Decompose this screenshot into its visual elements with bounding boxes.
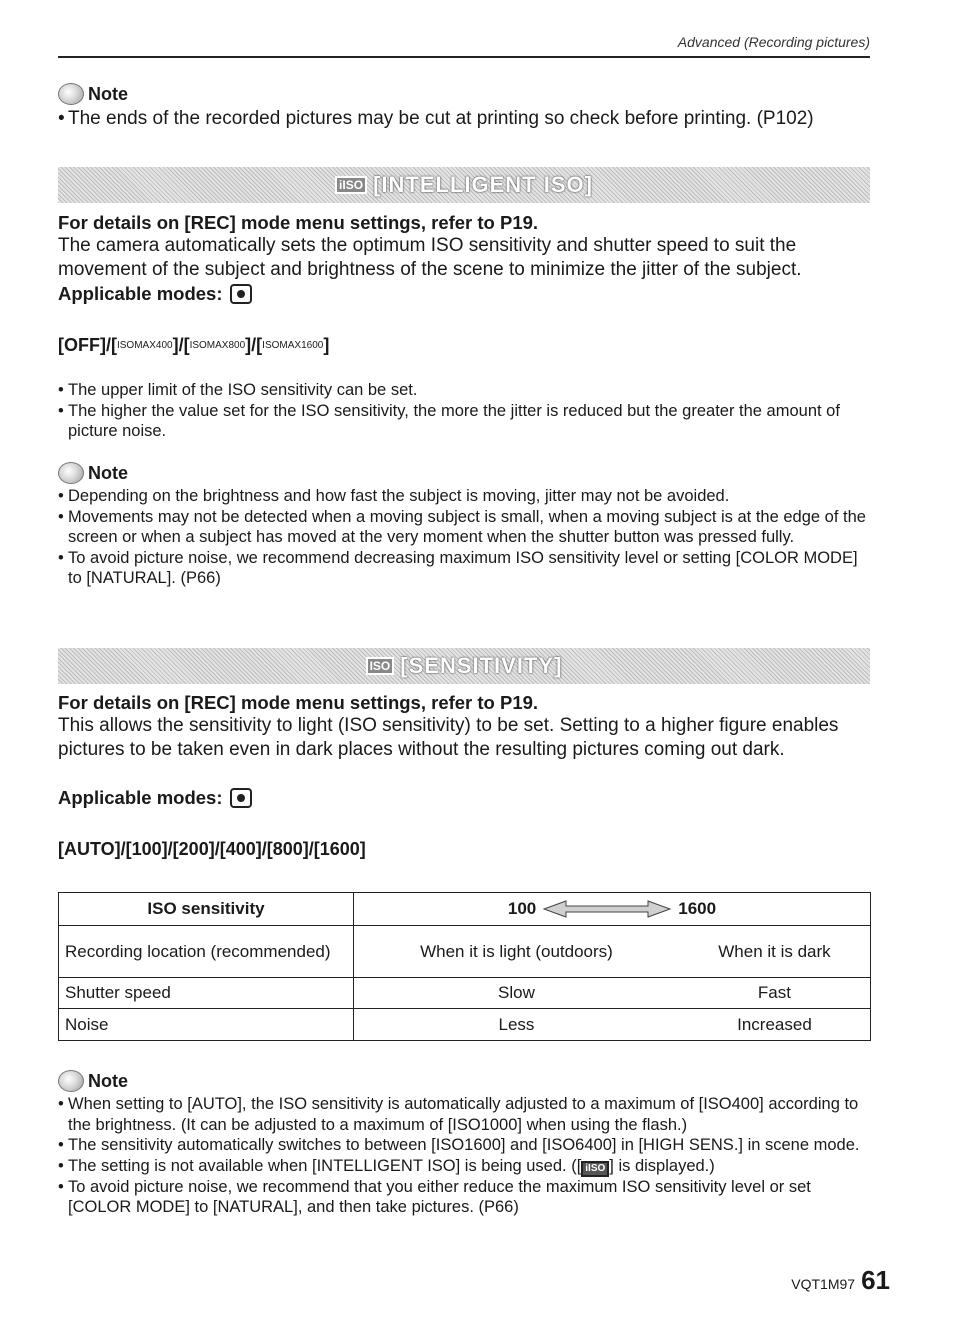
row-high: Increased — [679, 1009, 871, 1041]
table-header-label: ISO sensitivity — [59, 893, 354, 926]
note-list — [58, 1094, 870, 1218]
range-arrow-icon — [542, 899, 672, 919]
table-row — [59, 1009, 871, 1041]
applicable-label: Applicable modes: — [58, 283, 223, 304]
note-item — [58, 1156, 870, 1177]
note-title: Note — [88, 462, 128, 483]
list-item: • The higher the value set for the ISO sensitivity, the more the jitter is reduced but the greater the amount of picture noise. — [58, 401, 870, 442]
section-banner-sensitivity — [58, 648, 870, 684]
setting-max-label: ISOMAX — [189, 340, 229, 351]
iso-intelligent-icon: iISO — [335, 176, 367, 194]
row-low: When it is light (outdoors) — [354, 926, 679, 978]
camera-mode-icon — [230, 284, 252, 304]
note-item: • Movements may not be detected when a moving subject is small, when a moving subject is at the edge of the screen or when a subject has moved at the very moment when the shutter button was pressed fully. — [58, 507, 870, 548]
camera-mode-icon — [230, 788, 252, 808]
row-label: Shutter speed — [59, 978, 354, 1009]
table-header-range — [354, 893, 871, 926]
note-item-text: The setting is not available when [INTELLIGENT ISO] is being used. ([ — [68, 1156, 582, 1175]
note-icon — [58, 83, 84, 105]
page-footer — [791, 1265, 890, 1296]
row-low: Less — [354, 1009, 679, 1041]
iso-icon: ISO — [366, 657, 395, 675]
applicable-modes — [58, 283, 252, 305]
setting-800: 800 — [228, 340, 246, 351]
setting-400: 400 — [155, 340, 173, 351]
section-description: This allows the sensitivity to light (ISO sensitivity) to be set. Setting to a higher figure enables pictures to be taken even in dark places without the resulting pictures coming out dark. — [58, 715, 839, 760]
row-low: Slow — [354, 978, 679, 1009]
list-item: • The upper limit of the ISO sensitivity can be set. — [58, 380, 870, 401]
range-low: 100 — [507, 899, 537, 918]
iso-sensitivity-table — [58, 892, 871, 1041]
model-code: VQT1M97 — [791, 1276, 856, 1292]
page-number: 61 — [861, 1265, 890, 1295]
note-list — [58, 486, 870, 589]
note-heading — [58, 462, 128, 484]
section-description: The camera automatically sets the optimum ISO sensitivity and shutter speed to suit the movement of the subject and brightness of the scene to minimize the jitter of the subject. — [58, 235, 802, 280]
row-label: Noise — [59, 1009, 354, 1041]
note-item-text: ] is displayed.) — [609, 1156, 715, 1175]
range-high: 1600 — [678, 899, 717, 918]
note-item: • The ends of the recorded pictures may be cut at printing so check before printing. (P102) — [58, 107, 870, 131]
iso-intelligent-icon: iISO — [581, 1161, 609, 1177]
note-icon — [58, 462, 84, 484]
applicable-modes — [58, 787, 252, 809]
note-item: • The sensitivity automatically switches to between [ISO1600] and [ISO6400] in [HIGH SENS.] in scene mode. — [58, 1135, 870, 1156]
note-title: Note — [88, 83, 128, 104]
note-item: • When setting to [AUTO], the ISO sensitivity is automatically adjusted to a maximum of [ISO400] according to the brightness. (It can be adjusted to a maximum of [ISO1000] when using the flash.) — [58, 1094, 870, 1135]
setting-max-label: ISOMAX — [262, 340, 302, 351]
note-heading — [58, 1070, 128, 1092]
settings-options: [OFF]/[$^{ISOMAX400}$]/[$^{ISOMAX800}$]/[$^{ISOMAX1600}$] — [58, 335, 330, 355]
header-rule — [58, 56, 870, 58]
table-header-row — [59, 893, 871, 926]
applicable-label: Applicable modes: — [58, 787, 223, 808]
note-item: • Depending on the brightness and how fast the subject is moving, jitter may not be avoided. — [58, 486, 870, 507]
row-label: Recording location (recommended) — [59, 926, 354, 978]
note-icon — [58, 1070, 84, 1092]
details-reference: For details on [REC] mode menu settings, refer to P19. — [58, 212, 539, 233]
setting-off: [OFF]/[ — [58, 335, 117, 355]
settings-options: [AUTO]/[100]/[200]/[400]/[800]/[1600] — [58, 839, 366, 859]
note-item: • To avoid picture noise, we recommend decreasing maximum ISO sensitivity level or setting [COLOR MODE] to [NATURAL]. (P66) — [58, 548, 870, 589]
banner-title: [INTELLIGENT ISO] — [373, 172, 593, 197]
table-row — [59, 926, 871, 978]
note-title: Note — [88, 1070, 128, 1091]
banner-title: [SENSITIVITY] — [400, 653, 563, 678]
details-reference: For details on [REC] mode menu settings, refer to P19. — [58, 692, 539, 713]
table-row — [59, 978, 871, 1009]
row-high: Fast — [679, 978, 871, 1009]
running-header: Advanced (Recording pictures) — [677, 34, 870, 50]
setting-max-label: ISOMAX — [116, 340, 156, 351]
setting-1600: 1600 — [301, 340, 324, 351]
note-item: • To avoid picture noise, we recommend that you either reduce the maximum ISO sensitivity level or set [COLOR MODE] to [NATURAL], and then take pictures. (P66) — [58, 1177, 870, 1218]
note-heading — [58, 83, 128, 105]
row-high: When it is dark — [679, 926, 871, 978]
section-banner-intelligent-iso — [58, 167, 870, 203]
settings-bullets — [58, 380, 870, 442]
note-list — [58, 107, 870, 131]
